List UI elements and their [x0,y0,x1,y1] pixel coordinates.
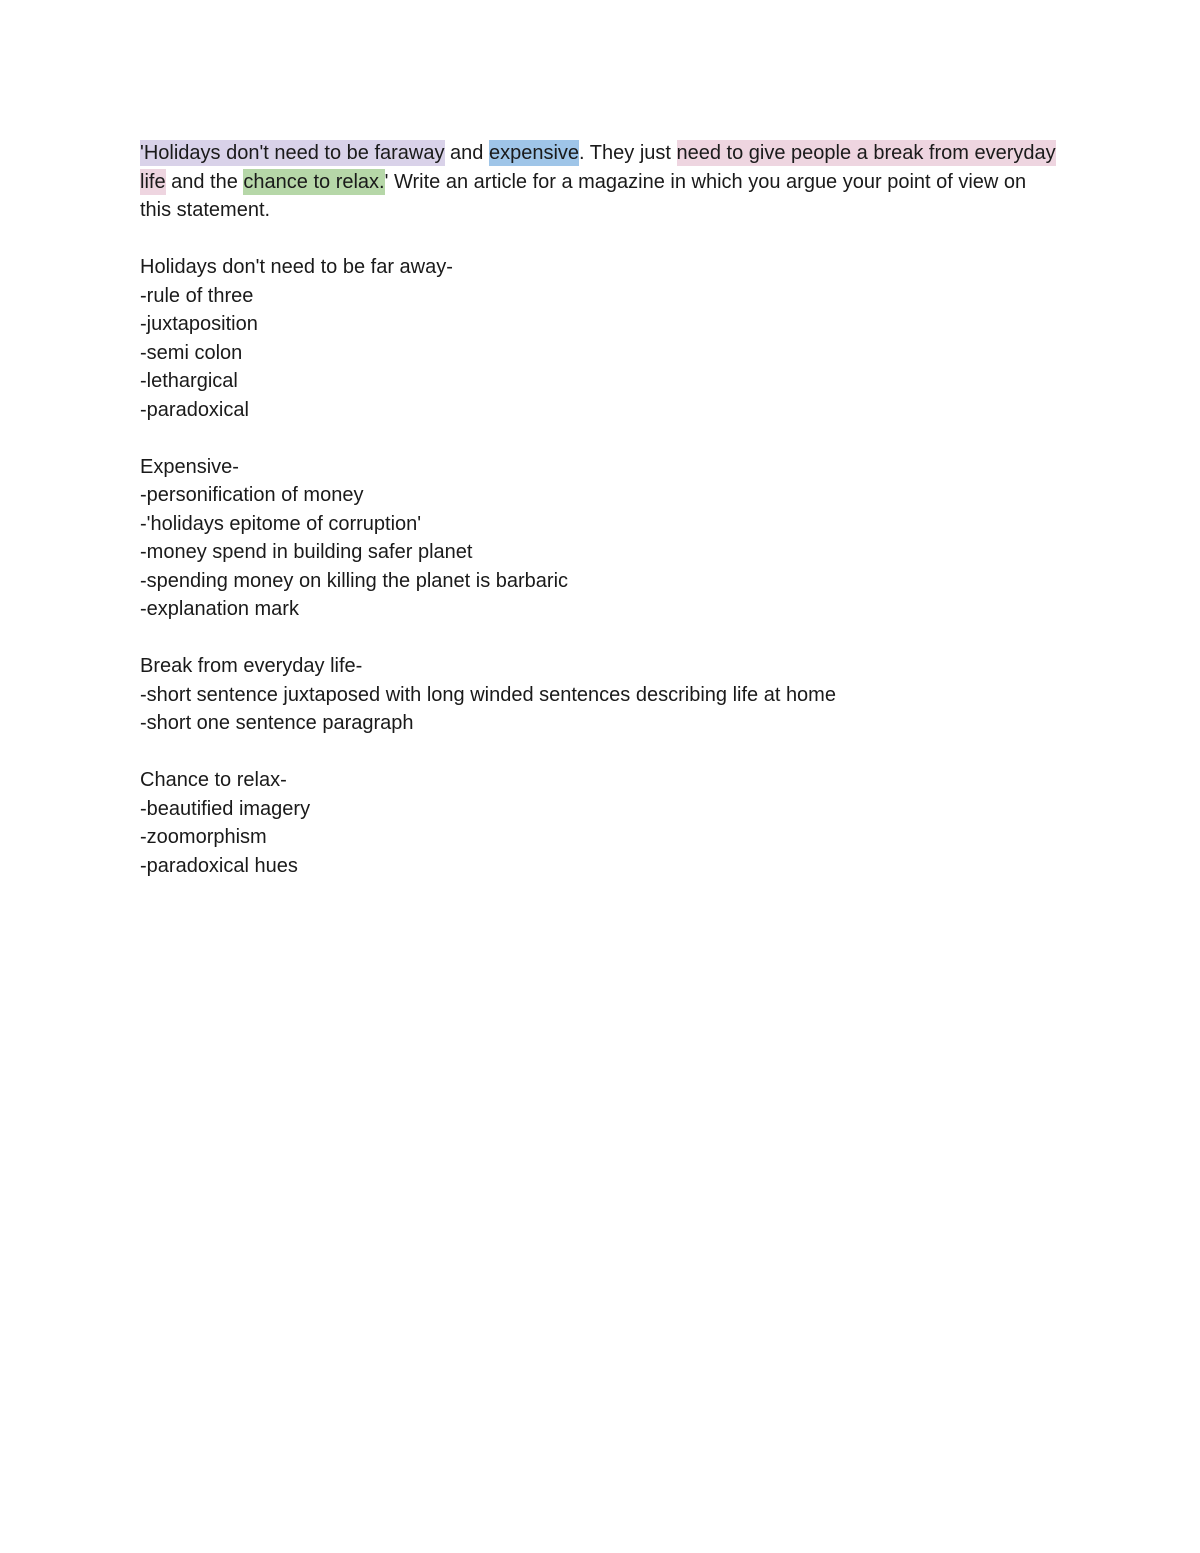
section-break-from-everyday-life [140,652,1060,738]
list-item: -short one sentence paragraph [140,712,414,734]
section-chance-to-relax [140,766,1060,880]
section-heading: Holidays don't need to be far away- [140,256,453,278]
document-content [140,139,1060,880]
section-heading: Chance to relax- [140,769,287,791]
list-item: -personification of money [140,484,364,506]
list-item: -lethargical [140,370,238,392]
highlighted-text-chance-to-relax: chance to relax. [243,170,385,193]
list-item: -semi colon [140,341,243,364]
list-item: -short sentence juxtaposed with long winded sentences describing life at home [140,683,836,706]
list-item: -juxtaposition [140,313,258,335]
list-item: -paradoxical [140,398,249,421]
prompt-paragraph [140,139,1060,225]
list-item: -paradoxical hues [140,854,298,877]
section-heading: Expensive- [140,455,239,478]
plain-text: and [444,142,489,164]
plain-text: ' Write an article for a magazine in which you argue your point of view on this statement. [140,170,1027,221]
highlighted-text-break-from-everyday-life: need to give people a break from everyday life [140,142,1056,193]
section-heading: Break from everyday life- [140,655,363,677]
highlighted-text-faraway: 'Holidays don't need to be faraway [140,142,445,164]
list-item: -spending money on killing the planet is barbaric [140,569,569,592]
plain-text: . They just [579,142,677,164]
list-item: -'holidays epitome of corruption' [140,512,422,535]
plain-text: and the [165,170,244,193]
list-item: -beautified imagery [140,797,311,820]
section-far-away [140,253,1060,424]
section-expensive [140,453,1060,624]
highlighted-text-expensive: expensive [488,142,580,164]
list-item: -zoomorphism [140,826,267,848]
list-item: -money spend in building safer planet [140,541,473,563]
list-item: -explanation mark [140,598,299,620]
list-item: -rule of three [140,284,254,307]
